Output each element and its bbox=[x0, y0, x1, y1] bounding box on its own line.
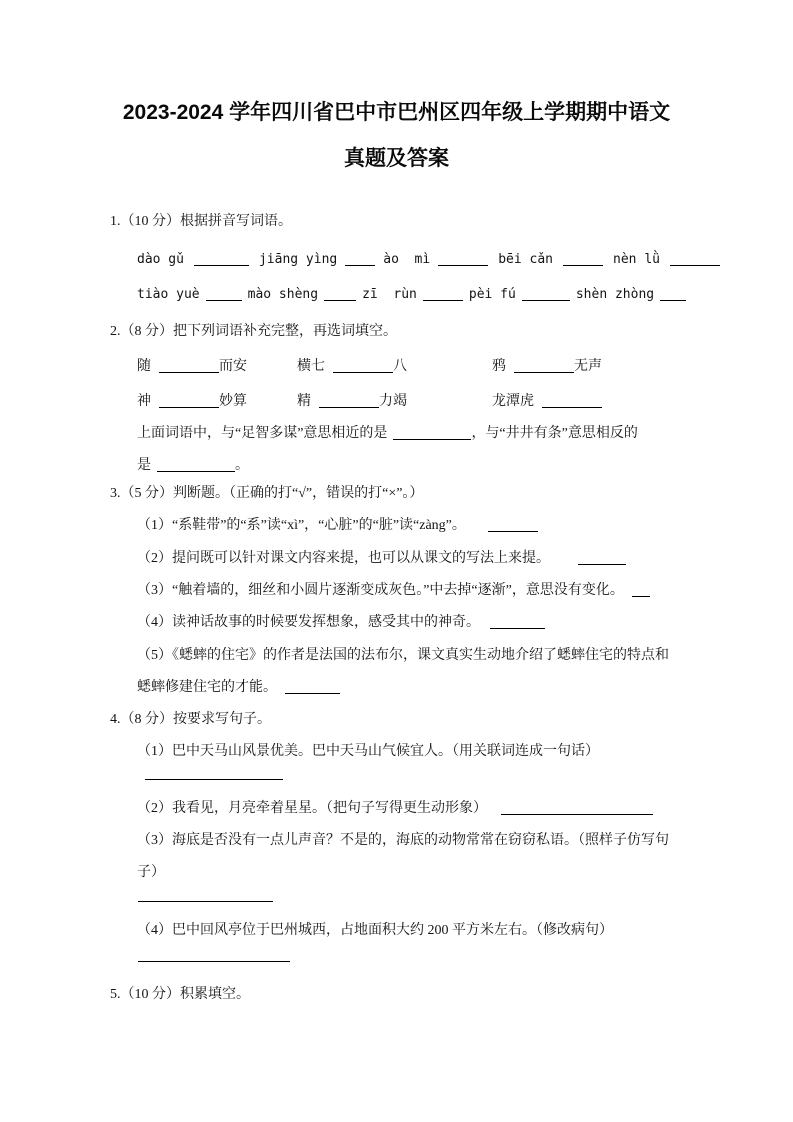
answer-blank bbox=[423, 287, 463, 301]
q3-item1 bbox=[137, 516, 538, 536]
text-run: 八 bbox=[393, 359, 407, 374]
document-title-line2: 真题及答案 bbox=[344, 147, 449, 170]
text-run: 2.（8 分）把下列词语补充完整，再选词填空。 bbox=[110, 324, 397, 339]
text-run: mào shèng bbox=[247, 287, 319, 302]
text-run: （2）我看见，月亮牵着星星。（把句子写得更生动形象） bbox=[137, 801, 487, 816]
text-run: （3）海底是否没有一点儿声音？不是的，海底的动物常常在窃窃私语。（照样子仿写句 bbox=[137, 833, 669, 848]
answer-blank bbox=[393, 426, 471, 440]
q2-label bbox=[110, 322, 397, 342]
answer-blank bbox=[542, 394, 602, 408]
q4-label bbox=[110, 710, 271, 730]
spacer bbox=[534, 404, 542, 405]
q4-item1-answer-blank bbox=[145, 764, 283, 784]
q4-item2 bbox=[137, 799, 653, 819]
text-run: 是 bbox=[137, 458, 151, 473]
text-run: （2）提问既可以针对课文内容来提，也可以从课文的写法上来提。 bbox=[137, 551, 550, 566]
text-run: zī rùn bbox=[362, 287, 417, 302]
text-run: 。 bbox=[235, 458, 249, 473]
text-run: 横七 bbox=[297, 359, 325, 374]
answer-blank bbox=[632, 583, 650, 597]
spacer bbox=[407, 404, 492, 405]
q4-item4 bbox=[137, 921, 613, 941]
spacer bbox=[487, 811, 501, 812]
spacer bbox=[337, 262, 345, 263]
answer-blank bbox=[670, 252, 720, 266]
answer-blank bbox=[319, 394, 379, 408]
text-run: 蟋蟀修建住宅的才能。 bbox=[137, 680, 277, 695]
answer-blank bbox=[514, 359, 574, 373]
spacer bbox=[660, 262, 670, 263]
spacer bbox=[249, 262, 259, 263]
answer-blank bbox=[157, 458, 235, 472]
q4-item3-line2 bbox=[137, 863, 165, 883]
spacer bbox=[311, 404, 319, 405]
spacer bbox=[466, 528, 488, 529]
q4-item1 bbox=[137, 742, 599, 762]
q2-fill-text1 bbox=[137, 424, 638, 444]
spacer bbox=[430, 262, 438, 263]
text-run: （5）《蟋蟀的住宅》的作者是法国的法布尔，课文真实生动地介绍了蟋蟀住宅的特点和 bbox=[137, 648, 669, 663]
text-run: shèn zhòng bbox=[575, 287, 655, 302]
q3-item5-line1 bbox=[137, 646, 669, 666]
text-run: 3.（5 分）判断题。（正确的打“√”，错误的打“×”。） bbox=[110, 486, 424, 501]
answer-blank bbox=[324, 287, 356, 301]
q3-item4 bbox=[137, 613, 545, 633]
text-run: 鸦 bbox=[492, 359, 506, 374]
text-run: 力竭 bbox=[379, 394, 407, 409]
text-run: （4）读神话故事的时候要发挥想象，感受其中的神奇。 bbox=[137, 615, 480, 630]
q4-item3-answer-blank bbox=[138, 886, 273, 906]
text-run: 随 bbox=[137, 359, 151, 374]
spacer bbox=[151, 369, 159, 370]
text-run: ào mì bbox=[383, 252, 431, 267]
answer-blank bbox=[333, 359, 393, 373]
text-run: （1）巴中天马山风景优美。巴中天马山气候宜人。（用关联词连成一句话） bbox=[137, 744, 599, 759]
answer-blank bbox=[159, 359, 219, 373]
text-run: jiāng yìng bbox=[258, 252, 338, 267]
text-run: （4）巴中回风亭位于巴州城西，占地面积大约 200 平方米左右。（修改病句） bbox=[137, 923, 613, 938]
text-run: 而安 bbox=[219, 359, 247, 374]
spacer bbox=[247, 404, 297, 405]
text-run: nèn lǜ bbox=[613, 252, 660, 267]
text-run: dào gǔ bbox=[137, 252, 184, 267]
spacer bbox=[247, 369, 297, 370]
spacer bbox=[506, 369, 514, 370]
text-run: 4.（8 分）按要求写句子。 bbox=[110, 712, 271, 727]
text-run: （3）“触着墙的，细丝和小圆片逐渐变成灰色。”中去掉“逐渐”，意思没有变化。 bbox=[137, 583, 624, 598]
q4-item4-answer-blank bbox=[138, 946, 290, 966]
answer-blank bbox=[345, 252, 375, 266]
spacer bbox=[550, 561, 578, 562]
q2-idiom-row1 bbox=[137, 357, 602, 377]
text-run: 上面词语中，与“足智多谋”意思相近的是 bbox=[137, 426, 388, 441]
q2-idiom-row2 bbox=[137, 392, 602, 412]
q3-item2 bbox=[137, 549, 626, 569]
spacer bbox=[553, 262, 563, 263]
q1-pinyin-row2 bbox=[137, 285, 686, 305]
q4-item3-line1 bbox=[137, 831, 669, 851]
answer-blank bbox=[438, 252, 488, 266]
text-run: ，与“井井有条”意思相反的 bbox=[471, 426, 638, 441]
spacer bbox=[488, 262, 498, 263]
text-run: 无声 bbox=[574, 359, 602, 374]
text-run: bēi cǎn bbox=[498, 252, 554, 267]
answer-blank bbox=[488, 518, 538, 532]
answer-blank bbox=[490, 615, 545, 629]
answer-blank bbox=[522, 287, 570, 301]
q2-fill-text2 bbox=[137, 456, 249, 476]
answer-blank bbox=[138, 948, 290, 962]
q5-label bbox=[110, 985, 250, 1005]
answer-blank bbox=[285, 680, 340, 694]
q3-item5-line2 bbox=[137, 678, 340, 698]
answer-blank bbox=[578, 551, 626, 565]
answer-blank bbox=[194, 252, 249, 266]
text-run: pèi fú bbox=[468, 287, 516, 302]
spacer bbox=[325, 369, 333, 370]
answer-blank bbox=[138, 888, 273, 902]
text-run: （1）“系鞋带”的“系”读“xì”，“心脏”的“脏”读“zàng”。 bbox=[137, 518, 466, 533]
answer-blank bbox=[159, 394, 219, 408]
q3-label bbox=[110, 484, 423, 504]
spacer bbox=[624, 593, 632, 594]
spacer bbox=[151, 404, 159, 405]
q1-label bbox=[110, 212, 292, 232]
spacer bbox=[277, 690, 285, 691]
answer-blank bbox=[206, 287, 242, 301]
text-run: tiào yuè bbox=[137, 287, 200, 302]
text-run: 龙潭虎 bbox=[492, 394, 534, 409]
text-run: 1.（10 分）根据拼音写词语。 bbox=[110, 214, 292, 229]
spacer bbox=[603, 262, 613, 263]
q3-item3 bbox=[137, 581, 650, 601]
document-title-line1: 2023-2024 学年四川省巴中市巴州区四年级上学期期中语文 bbox=[122, 101, 671, 124]
answer-blank bbox=[501, 801, 653, 815]
answer-blank bbox=[145, 766, 283, 780]
text-run: 5.（10 分）积累填空。 bbox=[110, 987, 250, 1002]
answer-blank bbox=[563, 252, 603, 266]
answer-blank bbox=[660, 287, 686, 301]
spacer bbox=[480, 625, 490, 626]
text-run: 妙算 bbox=[219, 394, 247, 409]
text-run: 神 bbox=[137, 394, 151, 409]
text-run: 子） bbox=[137, 865, 165, 880]
spacer bbox=[184, 262, 194, 263]
text-run: 精 bbox=[297, 394, 311, 409]
q1-pinyin-row1 bbox=[137, 250, 720, 270]
spacer bbox=[407, 369, 492, 370]
